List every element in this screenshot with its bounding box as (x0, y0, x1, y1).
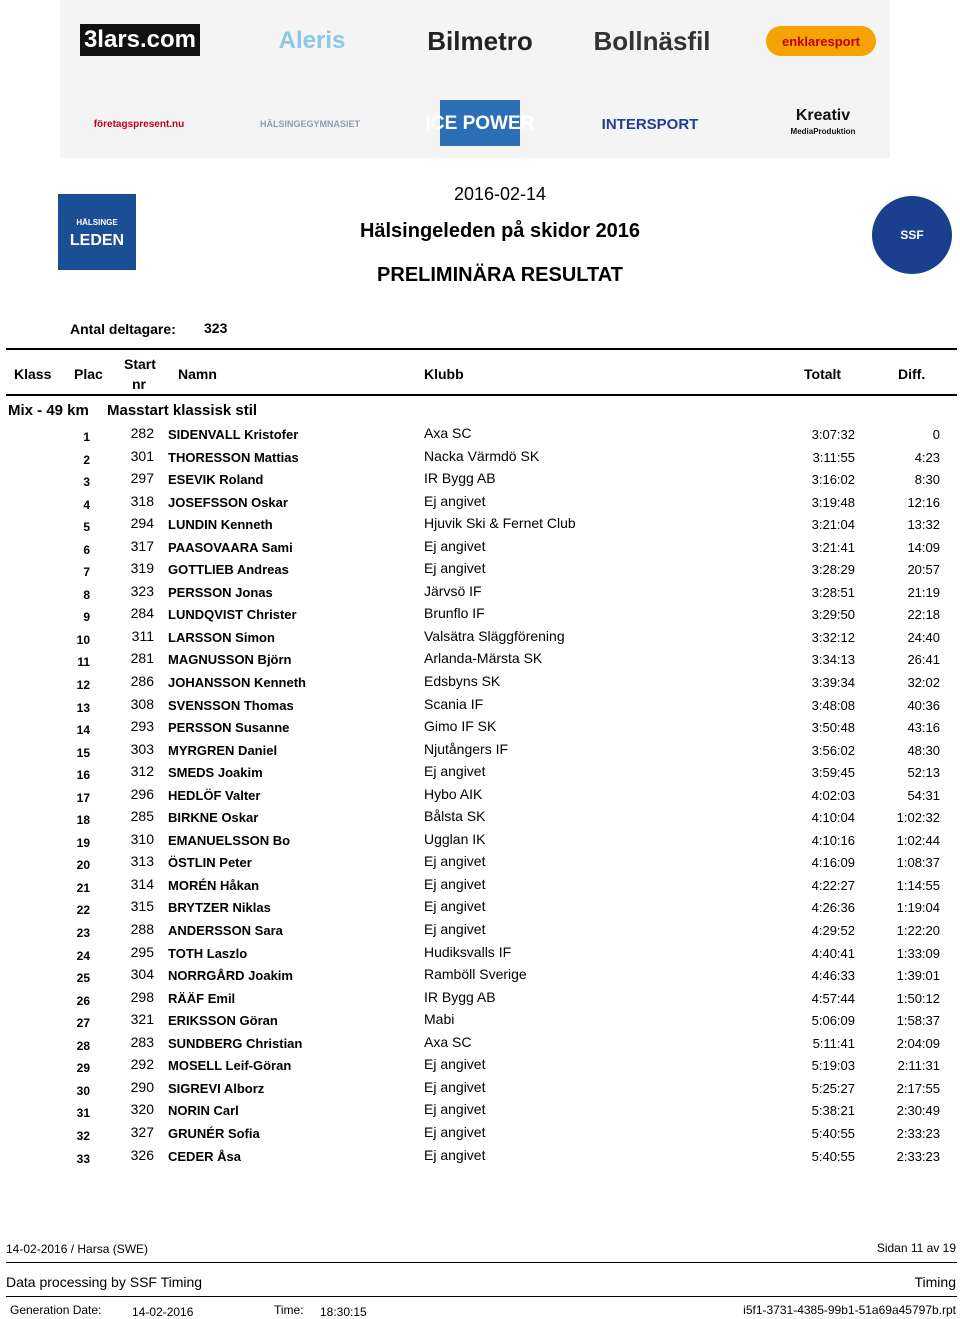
result-name: ESEVIK Roland (168, 472, 264, 488)
result-club: Ej angivet (424, 875, 486, 892)
result-row (0, 467, 960, 490)
result-plac: 9 (83, 610, 90, 625)
result-total-time: 3:59:45 (811, 765, 855, 781)
result-name: SUNDBERG Christian (168, 1035, 303, 1051)
col-header-start: Start (124, 356, 156, 372)
result-diff: 13:32 (907, 517, 940, 533)
result-name: MAGNUSSON Björn (168, 652, 292, 668)
result-diff: 1:02:44 (896, 832, 940, 848)
result-total-time: 4:46:33 (811, 968, 855, 984)
result-club: Hjuvik Ski & Fernet Club (424, 515, 576, 532)
result-diff: 2:30:49 (896, 1103, 940, 1119)
result-name: PERSSON Jonas (168, 584, 273, 600)
result-club: Järvsö IF (424, 582, 482, 599)
result-club: Edsbyns SK (424, 673, 501, 690)
result-total-time: 5:19:03 (811, 1058, 855, 1074)
result-plac: 22 (76, 903, 90, 918)
result-start-nr: 310 (130, 830, 154, 847)
result-club: Ej angivet (424, 560, 486, 577)
result-total-time: 4:40:41 (811, 945, 855, 961)
result-total-time: 5:25:27 (811, 1080, 855, 1096)
result-diff: 1:50:12 (896, 990, 940, 1006)
result-plac: 27 (76, 1016, 90, 1031)
col-header-diff: Diff. (898, 366, 926, 382)
result-club: Gimo IF SK (424, 718, 497, 735)
result-plac: 26 (76, 993, 90, 1008)
result-club: IR Bygg AB (424, 470, 496, 487)
col-header-plac: Plac (74, 366, 103, 382)
participants-count: 323 (204, 320, 228, 336)
result-start-nr: 327 (130, 1123, 154, 1140)
sponsor-logo-3lars: 3lars.com (80, 24, 200, 56)
result-plac: 29 (76, 1061, 90, 1076)
result-total-time: 3:16:02 (811, 472, 855, 488)
result-start-nr: 284 (130, 605, 154, 622)
result-plac: 5 (83, 520, 90, 535)
col-header-totalt: Totalt (804, 366, 842, 382)
result-row (0, 1144, 960, 1167)
result-diff: 52:13 (907, 765, 940, 781)
col-header-namn: Namn (178, 366, 217, 382)
footer-generation-date: 14-02-2016 (132, 1305, 194, 1319)
result-start-nr: 283 (130, 1033, 154, 1050)
result-plac: 11 (77, 655, 90, 670)
result-name: ANDERSSON Sara (168, 923, 283, 939)
result-diff: 2:33:23 (896, 1148, 940, 1164)
result-row (0, 1076, 960, 1099)
result-club: Ej angivet (424, 1101, 486, 1118)
result-diff: 1:39:01 (896, 968, 940, 984)
result-total-time: 5:11:41 (812, 1035, 855, 1051)
result-row (0, 580, 960, 603)
result-club: Hybo AIK (424, 785, 483, 802)
result-total-time: 4:29:52 (811, 923, 855, 939)
result-club: Ej angivet (424, 1123, 486, 1140)
col-header-klubb: Klubb (424, 366, 464, 382)
result-row (0, 850, 960, 873)
result-club: Ej angivet (424, 492, 486, 509)
result-row (0, 490, 960, 513)
result-plac: 16 (76, 768, 90, 783)
result-name: TOTH Laszlo (168, 945, 248, 961)
result-diff: 1:14:55 (896, 877, 940, 893)
footer-processing: Data processing by SSF Timing (6, 1274, 203, 1290)
sponsor-logo-halsingegymnasiet: HÄLSINGEGYMNASIET (259, 119, 360, 129)
result-plac: 3 (83, 475, 90, 490)
result-plac: 30 (76, 1083, 90, 1098)
result-club: Ramböll Sverige (424, 966, 527, 983)
result-club: Ugglan IK (424, 830, 486, 847)
result-name: LUNDQVIST Christer (168, 607, 297, 623)
result-start-nr: 281 (130, 650, 154, 667)
result-name: SIGREVI Alborz (168, 1080, 265, 1096)
result-name: SIDENVALL Kristofer (168, 427, 299, 442)
result-diff: 1:02:32 (896, 810, 940, 826)
sponsor-logo-kreativ (764, 108, 882, 140)
result-name: SMEDS Joakim (168, 765, 263, 781)
result-plac: 20 (76, 858, 90, 873)
result-name: JOSEFSSON Oskar (168, 494, 288, 510)
result-club: Ej angivet (424, 1146, 486, 1163)
result-start-nr: 311 (131, 627, 154, 644)
result-name: LARSSON Simon (168, 629, 275, 645)
result-plac: 33 (76, 1151, 90, 1166)
result-total-time: 5:40:55 (811, 1125, 855, 1141)
result-total-time: 3:32:12 (811, 629, 855, 645)
ssf-logo: SSF (872, 196, 952, 274)
result-club: Ej angivet (424, 921, 486, 938)
result-club: Nacka Värmdö SK (424, 447, 540, 464)
result-club: Ej angivet (424, 763, 486, 780)
result-row (0, 986, 960, 1009)
result-name: SVENSSON Thomas (168, 697, 294, 713)
result-diff: 54:31 (907, 787, 940, 803)
result-row (0, 963, 960, 986)
result-plac: 13 (76, 700, 90, 715)
result-name: MORÉN Håkan (168, 877, 260, 893)
header-rule-top (6, 348, 957, 350)
result-diff: 12:16 (907, 494, 940, 510)
participants-label: Antal deltagare: (70, 321, 176, 337)
result-row (0, 941, 960, 964)
result-total-time: 3:07:32 (811, 427, 855, 442)
result-diff: 32:02 (907, 675, 940, 691)
result-name: EMANUELSSON Bo (168, 832, 291, 848)
result-name: BIRKNE Oskar (168, 810, 259, 826)
sponsor-logo-aleris: Aleris (278, 27, 346, 54)
result-club: Axa SC (424, 425, 472, 441)
result-club: Scania IF (424, 695, 484, 712)
result-start-nr: 326 (130, 1146, 154, 1163)
result-plac: 21 (76, 880, 90, 895)
result-plac: 32 (76, 1128, 90, 1143)
result-plac: 18 (76, 813, 90, 828)
result-plac: 15 (76, 745, 90, 760)
footer-report-file: i5f1-3731-4385-99b1-51a69a45797b.rpt (743, 1303, 956, 1317)
result-club: Arlanda-Märsta SK (424, 650, 543, 667)
footer-generation-label: Generation Date: (10, 1303, 102, 1317)
result-start-nr: 297 (130, 470, 154, 487)
result-total-time: 3:34:13 (811, 652, 855, 668)
result-start-nr: 313 (130, 853, 154, 870)
result-diff: 1:22:20 (896, 923, 940, 939)
col-header-nr: nr (132, 376, 146, 392)
result-total-time: 4:10:04 (811, 810, 855, 826)
sponsor-logo-icepower: ICE POWER (440, 100, 520, 146)
result-plac: 4 (83, 497, 90, 512)
result-plac: 31 (76, 1106, 90, 1121)
result-diff: 43:16 (907, 720, 940, 736)
kreativ-logo-subtext: MediaProduktion (790, 127, 856, 136)
section-class: Mix - 49 km (8, 402, 89, 419)
result-plac: 17 (76, 790, 90, 805)
result-row (0, 512, 960, 535)
result-total-time: 3:21:41 (811, 539, 855, 555)
result-total-time: 3:19:48 (811, 494, 855, 510)
result-diff: 1:08:37 (896, 855, 940, 871)
result-start-nr: 319 (130, 560, 154, 577)
result-start-nr: 308 (130, 695, 154, 712)
result-start-nr: 295 (130, 943, 154, 960)
result-start-nr: 318 (130, 492, 154, 509)
result-row (0, 828, 960, 851)
result-row (0, 760, 960, 783)
result-row (0, 602, 960, 625)
result-start-nr: 314 (130, 875, 154, 892)
result-start-nr: 304 (130, 966, 154, 983)
result-row (0, 1031, 960, 1054)
result-name: MOSELL Leif-Göran (168, 1058, 292, 1074)
result-name: ÖSTLIN Peter (168, 855, 252, 871)
result-plac: 23 (76, 926, 90, 941)
result-total-time: 4:26:36 (811, 900, 855, 916)
footer-event-info: 14-02-2016 / Harsa (SWE) (6, 1242, 149, 1256)
result-start-nr: 320 (130, 1101, 154, 1118)
result-name: HEDLÖF Valter (168, 787, 261, 803)
result-start-nr: 294 (130, 515, 154, 532)
result-plac: 1 (83, 430, 90, 444)
result-start-nr: 312 (130, 763, 154, 780)
col-header-klass: Klass (14, 366, 52, 382)
footer-time-label: Time: (274, 1303, 304, 1317)
result-row (0, 738, 960, 761)
result-diff: 26:41 (907, 652, 940, 668)
result-plac: 19 (76, 835, 90, 850)
result-plac: 24 (76, 948, 90, 963)
result-total-time: 3:29:50 (811, 607, 855, 623)
result-diff: 1:33:09 (896, 945, 940, 961)
result-total-time: 4:22:27 (811, 877, 855, 893)
result-start-nr: 288 (130, 921, 154, 938)
result-name: THORESSON Mattias (168, 449, 299, 465)
result-total-time: 3:48:08 (811, 697, 855, 713)
sponsor-logo-bilmetro: Bilmetro (427, 25, 533, 56)
result-name: GRUNÉR Sofia (168, 1125, 260, 1141)
result-name: NORRGÅRD Joakim (168, 968, 293, 984)
footer-rule-top (6, 1262, 957, 1263)
results-table (0, 422, 960, 1166)
result-diff: 24:40 (907, 629, 940, 645)
footer-time-value: 18:30:15 (320, 1305, 367, 1319)
section-name: Masstart klassisk stil (107, 402, 258, 419)
result-plac: 8 (83, 587, 90, 602)
result-diff: 8:30 (914, 472, 940, 488)
sponsor-logo-enklaresport: enklaresport (766, 26, 876, 56)
result-row (0, 445, 960, 468)
result-row (0, 670, 960, 693)
result-diff: 21:19 (907, 584, 940, 600)
result-start-nr: 282 (130, 425, 154, 441)
result-club: Ej angivet (424, 1056, 486, 1073)
result-row (0, 422, 960, 445)
result-total-time: 3:11:55 (812, 449, 855, 465)
result-start-nr: 323 (130, 582, 154, 599)
result-diff: 14:09 (907, 539, 940, 555)
result-total-time: 3:50:48 (811, 720, 855, 736)
result-start-nr: 301 (130, 447, 154, 464)
result-diff: 40:36 (907, 697, 940, 713)
result-diff: 20:57 (907, 562, 940, 578)
result-name: NORIN Carl (168, 1103, 239, 1119)
result-diff: 1:58:37 (896, 1013, 940, 1029)
result-row (0, 625, 960, 648)
result-plac: 2 (83, 452, 90, 467)
result-name: LUNDIN Kenneth (168, 517, 273, 533)
footer-page-number: Sidan 11 av 19 (876, 1241, 956, 1255)
result-row (0, 715, 960, 738)
result-total-time: 3:39:34 (811, 675, 855, 691)
result-start-nr: 298 (130, 988, 154, 1005)
result-diff: 2:11:31 (897, 1058, 940, 1074)
result-total-time: 3:28:29 (811, 562, 855, 578)
sponsor-logo-intersport: INTERSPORT (601, 115, 699, 133)
result-row (0, 647, 960, 670)
leden-logo-top: HÄLSINGE (76, 218, 118, 227)
result-start-nr: 293 (130, 718, 154, 735)
event-date: 2016-02-14 (453, 184, 547, 204)
result-diff: 2:33:23 (896, 1125, 940, 1141)
result-total-time: 3:28:51 (811, 584, 855, 600)
result-name: ERIKSSON Göran (168, 1013, 278, 1029)
result-club: Ej angivet (424, 853, 486, 870)
result-start-nr: 296 (130, 785, 154, 802)
result-row (0, 783, 960, 806)
kreativ-logo-text: Kreativ (795, 107, 851, 124)
result-name: GOTTLIEB Andreas (168, 562, 289, 578)
result-total-time: 5:38:21 (811, 1103, 855, 1119)
result-start-nr: 292 (130, 1056, 154, 1073)
result-name: JOHANSSON Kenneth (168, 675, 306, 691)
result-row (0, 805, 960, 828)
result-name: RÄÄF Emil (168, 990, 236, 1006)
result-diff: 48:30 (907, 742, 940, 758)
result-club: Valsätra Släggförening (424, 627, 565, 644)
result-start-nr: 285 (130, 808, 154, 825)
result-diff: 22:18 (907, 607, 940, 623)
footer-timing: Timing (914, 1274, 956, 1290)
result-diff: 2:17:55 (896, 1080, 940, 1096)
result-row (0, 873, 960, 896)
result-row (0, 1098, 960, 1121)
result-plac: 14 (76, 723, 90, 738)
result-start-nr: 290 (130, 1078, 154, 1095)
result-name: PAASOVAARA Sami (168, 539, 293, 555)
footer-rule-bottom (6, 1296, 957, 1297)
event-title: Hälsingeleden på skidor 2016 (359, 220, 641, 242)
result-club: Axa SC (424, 1033, 472, 1050)
result-club: Njutångers IF (424, 740, 509, 757)
result-total-time: 4:16:09 (811, 855, 855, 871)
result-start-nr: 317 (130, 537, 154, 554)
result-total-time: 4:57:44 (811, 990, 855, 1006)
result-total-time: 5:06:09 (811, 1013, 855, 1029)
result-start-nr: 321 (130, 1011, 154, 1028)
result-row (0, 1121, 960, 1144)
result-name: BRYTZER Niklas (168, 900, 271, 916)
results-subtitle: PRELIMINÄRA RESULTAT (377, 264, 623, 286)
result-plac: 12 (76, 678, 90, 693)
result-row (0, 557, 960, 580)
result-total-time: 5:40:55 (811, 1148, 855, 1164)
result-club: Ej angivet (424, 898, 486, 915)
result-plac: 7 (83, 565, 90, 580)
result-diff: 1:19:04 (896, 900, 940, 916)
result-start-nr: 303 (130, 740, 154, 757)
header-rule-bottom (6, 394, 957, 396)
result-plac: 28 (76, 1038, 90, 1053)
result-club: Bålsta SK (424, 808, 486, 825)
result-name: MYRGREN Daniel (168, 742, 278, 758)
result-diff: 4:23 (914, 449, 940, 465)
sponsor-logo-bollnasfil: Bollnäsfil (593, 25, 711, 56)
result-club: Ej angivet (424, 537, 486, 554)
result-club: IR Bygg AB (424, 988, 496, 1005)
sponsor-logo-foretagspresent: företagspresent.nu (93, 118, 185, 130)
result-total-time: 4:10:16 (811, 832, 855, 848)
result-row (0, 693, 960, 716)
result-row (0, 1053, 960, 1076)
result-start-nr: 286 (130, 673, 154, 690)
result-plac: 6 (83, 542, 90, 557)
result-name: CEDER Åsa (168, 1148, 241, 1164)
result-start-nr: 315 (130, 898, 154, 915)
result-name: PERSSON Susanne (168, 720, 290, 736)
result-diff: 2:04:09 (896, 1035, 940, 1051)
result-club: Mabi (424, 1011, 455, 1028)
result-row (0, 895, 960, 918)
result-club: Brunflo IF (424, 605, 485, 622)
result-row (0, 535, 960, 558)
result-club: Hudiksvalls IF (424, 943, 512, 960)
result-total-time: 3:21:04 (811, 517, 855, 533)
result-diff: 0 (932, 427, 940, 442)
result-total-time: 4:02:03 (811, 787, 855, 803)
result-row (0, 918, 960, 941)
leden-logo-text: LEDEN (69, 232, 125, 249)
result-club: Ej angivet (424, 1078, 486, 1095)
result-row (0, 1008, 960, 1031)
result-total-time: 3:56:02 (811, 742, 855, 758)
result-plac: 10 (76, 632, 90, 647)
result-plac: 25 (76, 971, 90, 986)
